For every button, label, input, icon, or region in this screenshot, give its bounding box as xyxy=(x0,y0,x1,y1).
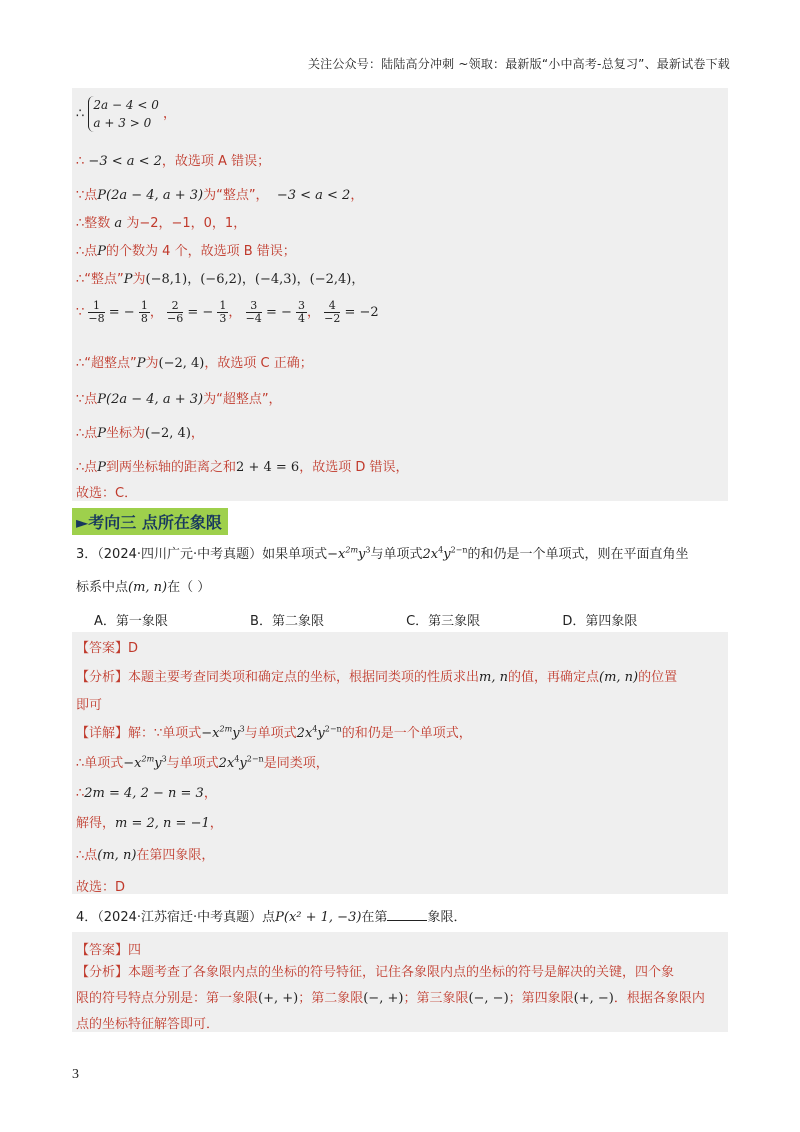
option-b: B．第二象限 xyxy=(250,614,324,629)
q3-options xyxy=(94,610,715,629)
q4-analysis-1: 【分析】本题考查了各象限内点的坐标的符号特征，记住各象限内点的坐标的符号是解决的关键，四个象 xyxy=(76,965,675,980)
q3-detail-1: 【详解】解：∵单项式$-x^{2m}y^3$与单项式$2x^4y^{2-n}$的和仍是一个单项式， xyxy=(76,724,472,741)
q3-detail-5: ∴点(m, n)在第四象限， xyxy=(76,848,215,863)
option-d: D．第四象限 xyxy=(562,614,638,629)
q3-detail-2: ∴单项式$-x^{2m}y^3$与单项式$2x^4y^{2-n}$是同类项， xyxy=(76,754,329,771)
solution-line-6: ∴“整点”P为(−8,1)，(−6,2)，(−4,3)，(−2,4)， xyxy=(76,272,365,287)
page-header: 关注公众号：陆陆高分冲刺 ~领取：最新版“小中高考-总复习”、最新试卷下载 xyxy=(307,57,730,71)
solution-line-12: 故选：C． xyxy=(76,486,138,501)
q4-analysis-2: 限的符号特点分别是：第一象限(+, +)；第二象限(−, +)；第三象限(−, −)；第四象限(+, −)．根据各象限内 xyxy=(76,991,705,1006)
solution-line-11: ∴点P到两坐标轴的距离之和2 + 4 = 6，故选项 D 错误， xyxy=(76,460,409,475)
q3-stem-line-2: 标系中点(m, n)在（ ） xyxy=(76,580,211,595)
q4-answer: 【答案】四 xyxy=(76,943,142,958)
solution-line-8: ∴“超整点”P为(−2, 4)，故选项 C 正确； xyxy=(76,356,313,371)
q4-stem: 4．（2024·江苏宿迁·中考真题）点P(x² + 1, −3)在第 象限． xyxy=(76,910,467,925)
solution-line-7: ∵ $\frac{1}{-8}$ = − $\frac{1}{8}$， $\frac{2}{-6}$ = − $\frac{1}{3}$， $\frac{3}{-4}$ = − $\frac{3}{4}$， $\frac{4}{-2} = -2$ xyxy=(76,299,379,325)
q3-analysis-1: 【分析】本题主要考查同类项和确定点的坐标，根据同类项的性质求出m, n的值，再确定点(m, n)的位置 xyxy=(76,670,678,685)
solution-line-9: ∵点P(2a − 4, a + 3)为“超整点”， xyxy=(76,392,282,407)
q3-analysis-2: 即可 xyxy=(76,698,103,713)
solution-line-4: ∴整数 a 为−2，−1，0，1， xyxy=(76,216,247,231)
q3-detail-3: ∴2m = 4, 2 − n = 3， xyxy=(76,786,217,801)
q4-analysis-3: 点的坐标特征解答即可． xyxy=(76,1017,220,1032)
page-number: 3 xyxy=(72,1067,79,1082)
solution-line-10: ∴点P坐标为(−2, 4)， xyxy=(76,426,204,441)
solution-line-2: ∴ −3 < a < 2，故选项 A 错误； xyxy=(76,154,271,169)
solution-line-3: ∵点P(2a − 4, a + 3)为“整点”， −3 < a < 2， xyxy=(76,188,364,203)
q3-detail-4: 解得，m = 2, n = −1， xyxy=(76,816,223,831)
q3-stem-line-1: 3．（2024·四川广元·中考真题）如果单项式$-x^{2m}y^3$与单项式$2x^4y^{2-n}$的和仍是一个单项式，则在平面直角坐 xyxy=(76,545,689,562)
equation-system: 2a − 4 < 0 a + 3 > 0 xyxy=(88,96,158,132)
option-a: A．第一象限 xyxy=(94,614,168,629)
answer-blank xyxy=(387,908,427,921)
solution-line-5: ∴点P的个数为 4 个，故选项 B 错误； xyxy=(76,244,296,259)
section-heading: ►考向三 点所在象限 xyxy=(72,508,228,535)
q3-answer: 【答案】D xyxy=(76,641,139,656)
q3-detail-6: 故选：D xyxy=(76,880,126,895)
solution-line-1: ∴ 2a − 4 < 0 a + 3 > 0 ， xyxy=(76,98,177,130)
option-c: C．第三象限 xyxy=(406,614,481,629)
